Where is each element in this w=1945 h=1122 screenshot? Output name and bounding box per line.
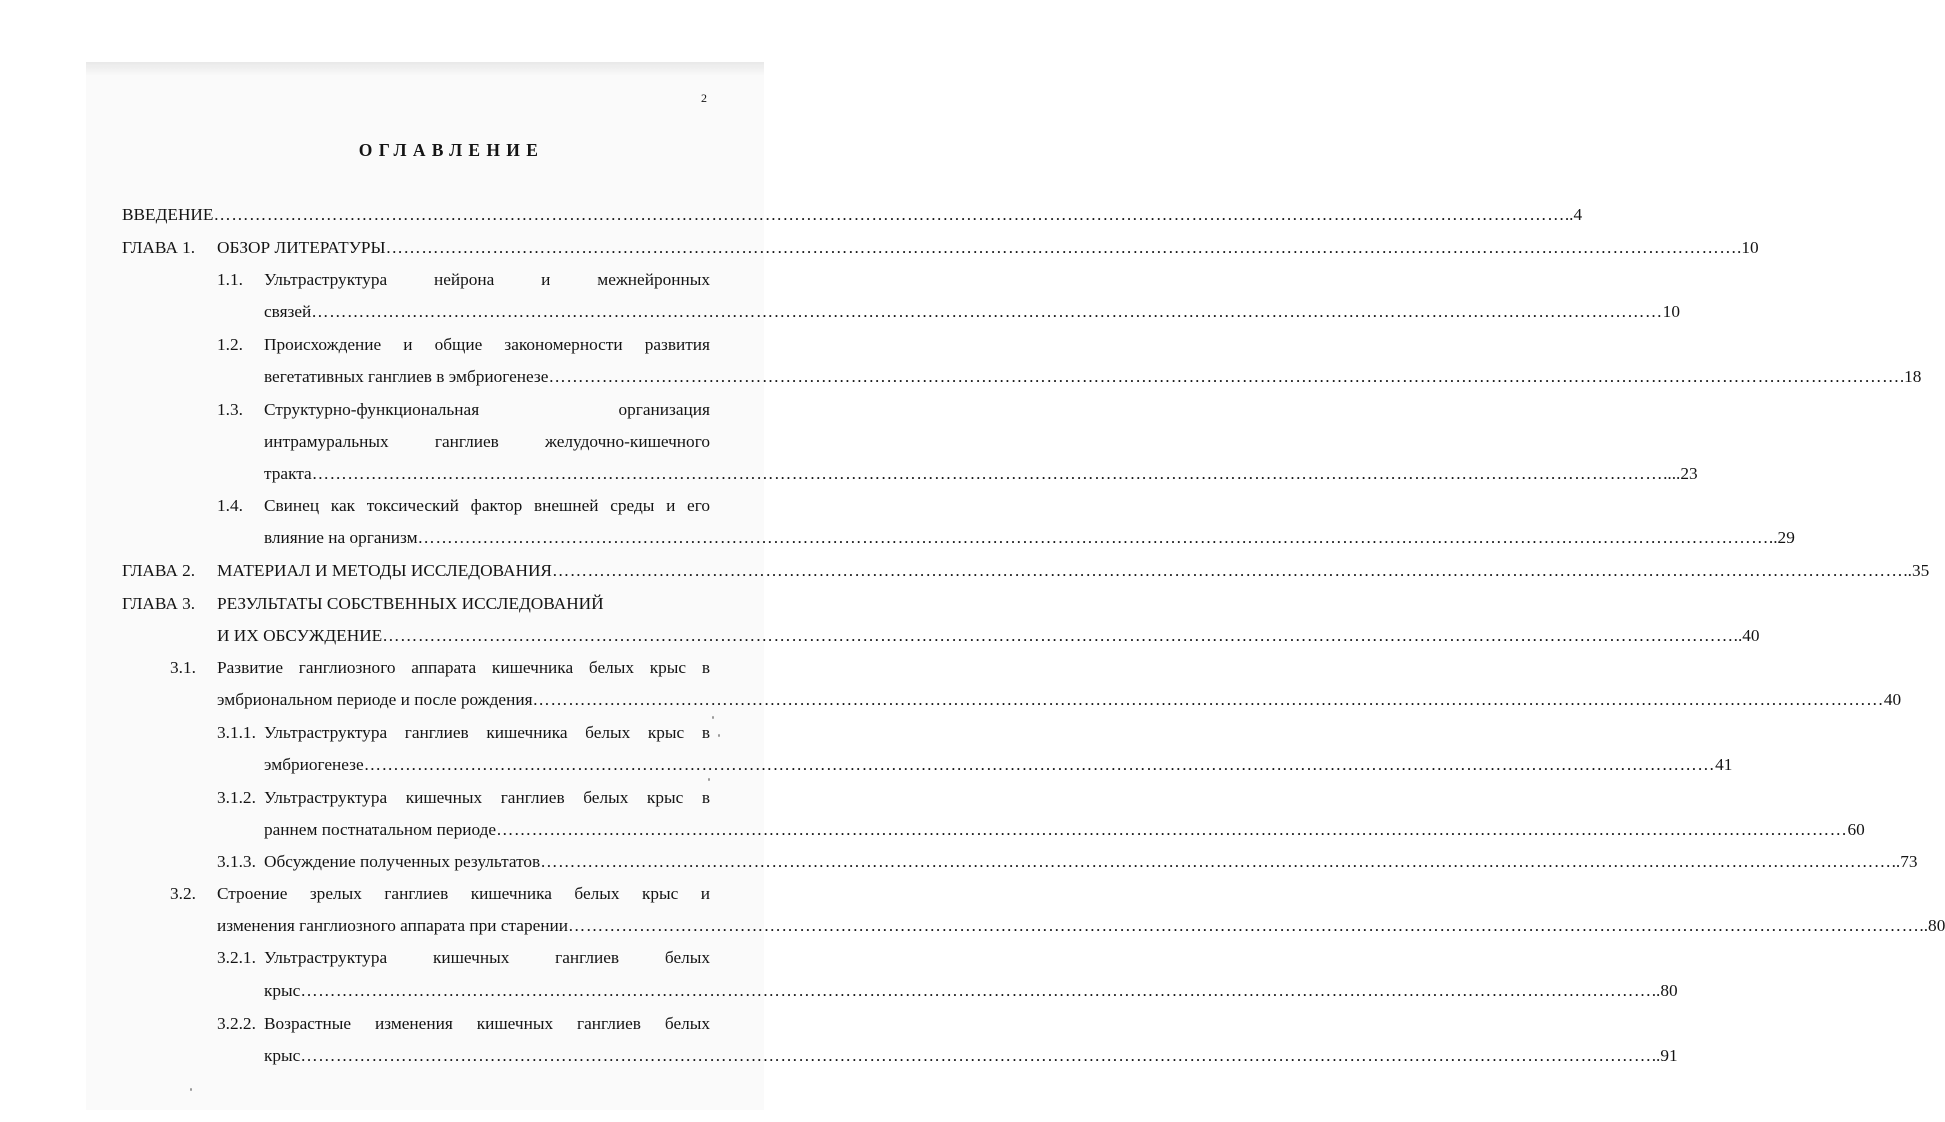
scan-speck [712,716,714,719]
toc-page-number: ..80 [1651,981,1678,1000]
toc-entry-3-2[interactable]: Строение зрелых ганглиев кишечника белых крыс и [217,884,710,903]
toc-entry-title: ОБЗОР ЛИТЕРАТУРЫ [217,238,386,257]
toc-entry-chapter-3[interactable]: РЕЗУЛЬТАТЫ СОБСТВЕННЫХ ИССЛЕДОВАНИЙ [217,594,604,613]
toc-entry-3-1-cont[interactable] [217,688,1902,712]
toc-entry-title: крыс [264,1046,301,1065]
toc-entry-title: тракта [264,464,312,483]
toc-entry-3-2-1-cont[interactable] [264,979,1678,1003]
toc-entry-1-3[interactable]: Структурно-функциональная организация [264,400,710,419]
toc-entry-title: крыс [264,981,301,1000]
toc-page-number: ..35 [1903,561,1930,580]
toc-section-number: 1.2. [217,335,243,354]
toc-page-number: ..80 [1919,916,1945,935]
toc-entry-title: влияние на организм [264,528,418,547]
toc-entry-1-2[interactable]: Происхождение и общие закономерности развития [264,335,710,354]
leader-dots: ………………………………………………………………………………………………………………………………………………………………………………………………………… [385,238,1737,257]
toc-page-number: ..73 [1891,852,1918,871]
toc-page-number: 40 [1883,690,1902,709]
toc-entry-title: связей [264,302,312,321]
page-title: ОГЛАВЛЕНИЕ [358,140,545,160]
leader-dots: ………………………………………………………………………………………………………………………………………………………………………………………………………… [311,302,1663,321]
toc-subsection-number: 3.2.2. [217,1014,256,1033]
leader-dots: ………………………………………………………………………………………………………………………………………………………………………………………………………… [417,528,1769,547]
toc-entry-1-3-end[interactable] [264,462,1698,486]
toc-entry-3-1-1[interactable]: Ультраструктура ганглиев кишечника белых крыс в [264,723,710,742]
toc-chapter-number: ГЛАВА 2. [122,561,196,580]
toc-entry-3-1-1-cont[interactable] [264,753,1733,777]
toc-entry-3-1[interactable]: Развитие ганглиозного аппарата кишечника белых крыс в [217,658,710,677]
leader-dots: ………………………………………………………………………………………………………………………………………………………………………………………………………… [382,626,1734,645]
toc-entry-title: раннем постнатальном периоде [264,820,497,839]
toc-entry-3-2-2[interactable]: Возрастные изменения кишечных ганглиев белых [264,1014,710,1033]
toc-page-number: 41 [1715,755,1733,774]
toc-entry-3-1-3[interactable] [264,850,1918,874]
toc-entry-1-1[interactable]: Ультраструктура нейрона и межнейронных [264,270,710,289]
scan-speck [708,778,710,781]
toc-entry-1-1-cont[interactable] [264,300,1680,324]
toc-page-number: ..4 [1564,205,1583,224]
toc-page-number: ..40 [1733,626,1760,645]
toc-entry-chapter-2[interactable] [217,559,1930,583]
leader-dots: ………………………………………………………………………………………………………………………………………………………………………………………………………… [300,981,1652,1000]
toc-entry-title: МАТЕРИАЛ И МЕТОДЫ ИССЛЕДОВАНИЯ [217,561,552,580]
toc-section-number: 3.1. [170,658,196,677]
leader-dots: ………………………………………………………………………………………………………………………………………………………………………………………………………… [548,367,1900,386]
toc-page-number: 60 [1847,820,1865,839]
toc-subsection-number: 3.1.2. [217,788,256,807]
toc-page-number: 10 [1662,302,1680,321]
leader-dots: ………………………………………………………………………………………………………………………………………………………………………………………………………… [300,1046,1652,1065]
toc-section-number: 3.2. [170,884,196,903]
toc-entry-1-2-cont[interactable] [264,365,1922,389]
scan-speck [718,734,720,737]
toc-entry-title: вегетативных ганглиев в эмбриогенезе [264,367,549,386]
toc-page-number: ..91 [1651,1046,1678,1065]
toc-entry-3-2-2-cont[interactable] [264,1044,1678,1068]
toc-entry-1-3-cont[interactable]: интрамуральных ганглиев желудочно-кишечного [264,432,710,451]
leader-dots: ………………………………………………………………………………………………………………………………………………………………………………………………………… [532,690,1884,709]
toc-chapter-number: ГЛАВА 3. [122,594,196,613]
leader-dots: ………………………………………………………………………………………………………………………………………………………………………………………………………… [496,820,1848,839]
toc-entry-title: ВВЕДЕНИЕ [122,205,214,224]
leader-dots: ………………………………………………………………………………………………………………………………………………………………………………………………………… [363,755,1716,774]
toc-entry-title: эмбриогенезе [264,755,364,774]
toc-page-number: ..29 [1768,528,1795,547]
leader-dots: ………………………………………………………………………………………………………………………………………………………………………………………………………… [551,561,1904,580]
toc-page-number: .18 [1899,367,1922,386]
toc-subsection-number: 3.1.3. [217,852,256,871]
leader-dots: ………………………………………………………………………………………………………………………………………………………………………………………………………… [213,205,1565,224]
toc-page-number: ....23 [1663,464,1698,483]
leader-dots: ………………………………………………………………………………………………………………………………………………………………………………………………………… [568,916,1920,935]
toc-entry-3-1-2-cont[interactable] [264,818,1865,842]
toc-subsection-number: 3.1.1. [217,723,256,742]
toc-entry-chapter-3-cont[interactable] [217,624,1760,648]
toc-page-number: .10 [1737,238,1759,257]
toc-entry-intro[interactable] [122,203,1583,227]
leader-dots: ………………………………………………………………………………………………………………………………………………………………………………………………………… [311,464,1664,483]
leader-dots: ………………………………………………………………………………………………………………………………………………………………………………………………………… [540,852,1892,871]
toc-entry-chapter-1[interactable] [217,236,1759,260]
toc-section-number: 1.3. [217,400,243,419]
page-number: 2 [701,91,707,105]
toc-entry-3-2-cont[interactable] [217,914,1945,938]
scan-top-edge [86,62,764,76]
toc-entry-3-1-2[interactable]: Ультраструктура кишечных ганглиев белых крыс в [264,788,710,807]
toc-section-number: 1.4. [217,496,243,515]
toc-entry-1-4-cont[interactable] [264,526,1795,550]
toc-subsection-number: 3.2.1. [217,948,256,967]
toc-entry-3-2-1[interactable]: Ультраструктура кишечных ганглиев белых [264,948,710,967]
toc-section-number: 1.1. [217,270,243,289]
toc-entry-title: эмбриональном периоде и после рождения [217,690,533,709]
scan-speck [190,1088,192,1091]
toc-entry-1-4[interactable]: Свинец как токсический фактор внешней среды и его [264,496,710,515]
toc-entry-title: Обсуждение полученных результатов [264,852,541,871]
toc-entry-title: изменения ганглиозного аппарата при старении [217,916,569,935]
toc-entry-title: И ИХ ОБСУЖДЕНИЕ [217,626,383,645]
toc-chapter-number: ГЛАВА 1. [122,238,196,257]
